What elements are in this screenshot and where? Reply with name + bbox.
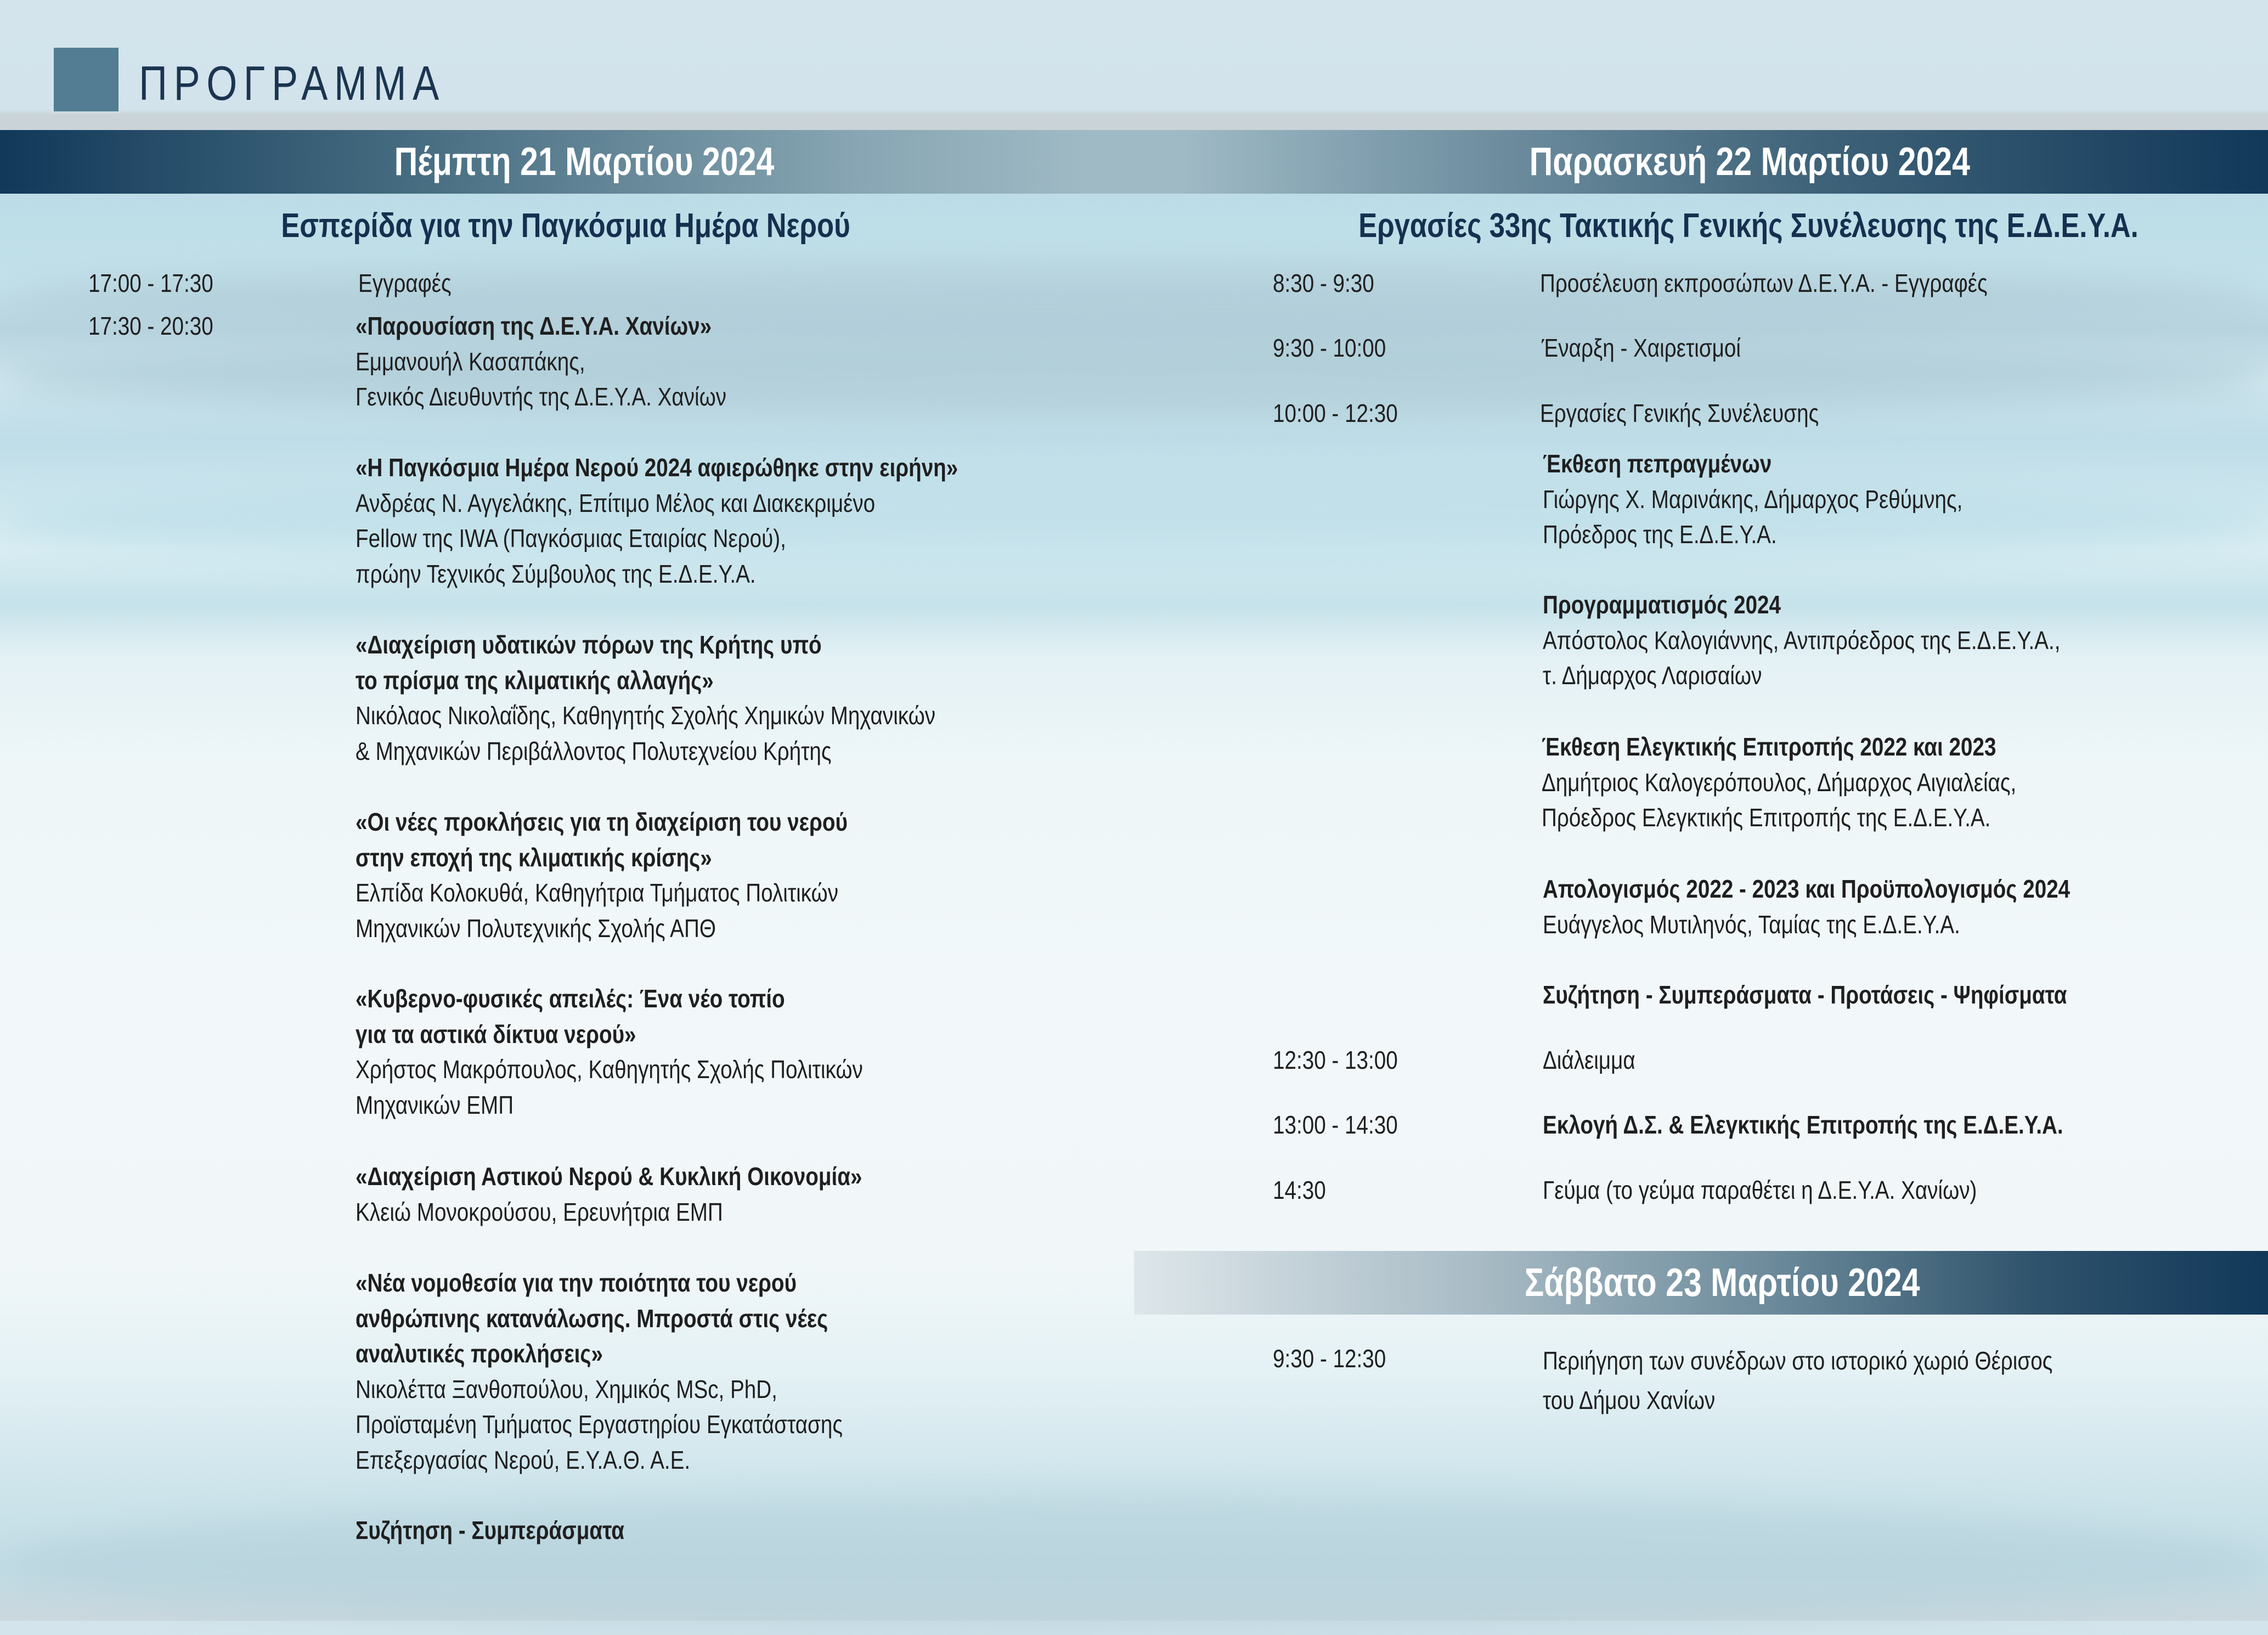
day2-time-3: 10:00 - 12:30 [1273, 399, 1398, 427]
day1-item-talk: «Διαχείριση Αστικού Νερού & Κυκλική Οικονομία» Κλειώ Μονοκρούσου, Ερευνήτρια ΕΜΠ [356, 1162, 862, 1226]
day1-item-talk: «Η Παγκόσμια Ημέρα Νερού 2024 αφιερώθηκε στην ειρήνη» Ανδρέας Ν. Αγγελάκης, Επίτιμο Μέλος και Διακεκριμένο Fellow της IWA (Παγκόσμιας Εταιρίας Νερού), πρώην Τεχνικός Σύμβουλος της Ε.Δ.Ε.Υ.Α. [356, 453, 958, 588]
day2-item-assembly: Εργασίες Γενικής Συνέλευσης [1540, 399, 1819, 427]
day2-time-2: 9:30 - 10:00 [1273, 334, 1386, 362]
title-square-icon [54, 48, 119, 111]
day2-time-1: 8:30 - 9:30 [1273, 269, 1374, 297]
day1-item-talk: «Κυβερνο-φυσικές απειλές: Ένα νέο τοπίο για τα αστικά δίκτυα νερού» Χρήστος Μακρόπουλος, Καθηγητής Σχολής Πολιτικών Μηχανικών ΕΜΠ [356, 984, 863, 1119]
day1-time-2: 17:30 - 20:30 [88, 312, 213, 340]
day2-item-audit: Έκθεση Ελεγκτικής Επιτροπής 2022 και 2023 Δημήτριος Καλογερόπουλος, Δήμαρχος Αιγιαλείας, Πρόεδρος Ελεγκτικής Επιτροπής της Ε.Δ.Ε.Υ.Α. [1542, 732, 2017, 832]
day2-item-discussion: Συζήτηση - Συμπεράσματα - Προτάσεις - Ψηφίσματα [1543, 980, 2067, 1009]
day2-item-lunch: Γεύμα (το γεύμα παραθέτει η Δ.Ε.Υ.Α. Χανίων) [1543, 1176, 1977, 1204]
day2-item-break: Διάλειμμα [1543, 1046, 1635, 1074]
day1-subtitle: Εσπερίδα για την Παγκόσμια Ημέρα Νερού [281, 207, 850, 245]
day2-time-4: 12:30 - 13:00 [1273, 1046, 1398, 1074]
day3-time-1: 9:30 - 12:30 [1273, 1344, 1386, 1373]
day2-item-arrival: Προσέλευση εκπροσώπων Δ.Ε.Υ.Α. - Εγγραφές [1540, 269, 1988, 297]
day2-subtitle: Εργασίες 33ης Τακτικής Γενικής Συνέλευσης της Ε.Δ.Ε.Υ.Α. [1358, 207, 2139, 245]
day1-time-1: 17:00 - 17:30 [88, 269, 213, 297]
day1-item-talk: «Οι νέες προκλήσεις για τη διαχείριση του νερού στην εποχή της κλιματικής κρίσης» Ελπίδα Κολοκυθά, Καθηγήτρια Τμήματος Πολιτικών Μηχανικών Πολυτεχνικής Σχολής ΑΠΘ [356, 808, 848, 943]
page-title: ΠΡΟΓΡΑΜΜΑ [139, 56, 445, 110]
day2-item-election: Εκλογή Δ.Σ. & Ελεγκτικής Επιτροπής της Ε.Δ.Ε.Υ.Α. [1543, 1110, 2063, 1139]
day3-title: Σάββατο 23 Μαρτίου 2024 [1524, 1261, 1920, 1305]
day1-item-registration: Εγγραφές [358, 269, 452, 297]
day2-item-planning: Προγραμματισμός 2024 Απόστολος Καλογιάννης, Αντιπρόεδρος της Ε.Δ.Ε.Υ.Α., τ. Δήμαρχος Λαρισαίων [1543, 590, 2061, 690]
day2-item-opening: Έναρξη - Χαιρετισμοί [1542, 334, 1741, 362]
background-wave [0, 1492, 2268, 1635]
day2-title: Παρασκευή 22 Μαρτίου 2024 [1529, 140, 1970, 184]
background-wave [0, 340, 2268, 417]
day2-time-6: 14:30 [1273, 1176, 1326, 1204]
day2-item-report: Έκθεση πεπραγμένων Γιώργης Χ. Μαρινάκης, Δήμαρχος Ρεθύμνης, Πρόεδρος της Ε.Δ.Ε.Υ.Α. [1543, 449, 1963, 549]
day3-item-tour: Περιήγηση των συνέδρων στο ιστορικό χωριό Θέρισος του Δήμου Χανίων [1543, 1346, 2053, 1414]
day1-item-talk: «Διαχείριση υδατικών πόρων της Κρήτης υπό το πρίσμα της κλιματικής αλλαγής» Νικόλαος Νικολαΐδης, Καθηγητής Σχολής Χημικών Μηχανικών & Μηχανικών Περιβάλλοντος Πολυτεχνείου Κρήτης [356, 630, 936, 765]
day1-item-talk: «Νέα νομοθεσία για την ποιότητα του νερού ανθρώπινης κατανάλωσης. Μπροστά στις νέες αναλυτικές προκλήσεις» Νικολέττα Ξανθοπούλου, Χημικός MSc, PhD, Προϊσταμένη Τμήματος Εργαστηρίου Εγκατάστασης Επεξεργασίας Νερού, Ε.Υ.Α.Θ. Α.Ε. [356, 1268, 843, 1474]
day2-item-budget: Απολογισμός 2022 - 2023 και Προϋπολογισμός 2024 Ευάγγελος Μυτιληνός, Ταμίας της Ε.Δ.Ε.Υ.Α. [1543, 875, 2070, 939]
day2-time-5: 13:00 - 14:30 [1273, 1110, 1398, 1139]
day1-item-discussion: Συζήτηση - Συμπεράσματα [356, 1516, 625, 1544]
day1-item-talk: «Παρουσίαση της Δ.Ε.Υ.Α. Χανίων» Εμμανουήλ Κασαπάκης, Γενικός Διευθυντής της Δ.Ε.Υ.Α. Χανίων [356, 312, 727, 411]
day1-title: Πέμπτη 21 Μαρτίου 2024 [394, 140, 775, 184]
